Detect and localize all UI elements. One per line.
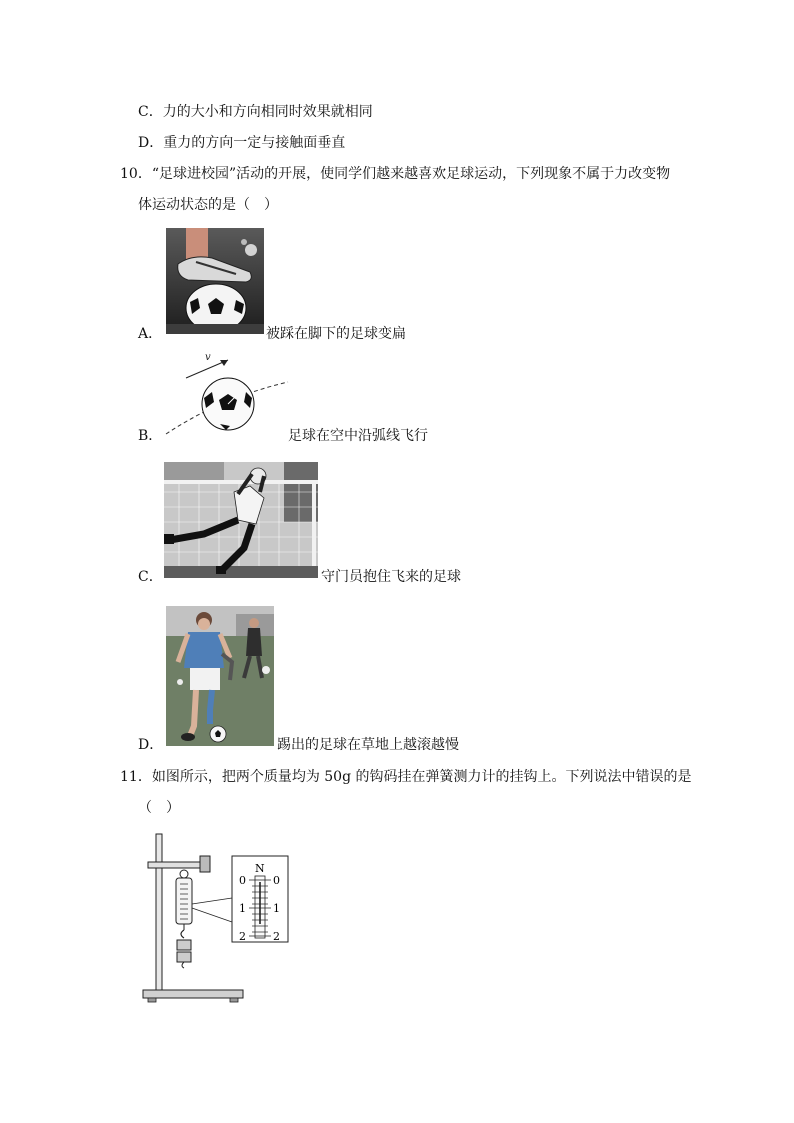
option-b-image	[160, 348, 290, 440]
spring-scale-diagram	[138, 828, 298, 1006]
option-c-letter: C．	[138, 569, 163, 585]
scale-right-tick-2: 2	[273, 930, 280, 943]
option-d-image	[166, 606, 274, 746]
option-b-letter: B．	[138, 428, 163, 444]
option-a-image	[166, 228, 264, 334]
option-d-prev: D．重力的方向一定与接触面垂直	[138, 135, 346, 151]
option-b-text: 足球在空中沿弧线飞行	[288, 428, 428, 444]
option-d-text: 踢出的足球在草地上越滚越慢	[277, 737, 459, 753]
velocity-label: v	[205, 352, 211, 363]
q10-stem-line2: 体运动状态的是（ ）	[138, 197, 278, 213]
option-c-prev: C．力的大小和方向相同时效果就相同	[138, 104, 373, 120]
option-a-letter: A．	[138, 326, 163, 342]
scale-right-tick-0: 0	[273, 874, 280, 887]
scale-unit: N	[255, 862, 265, 875]
scale-right-tick-1: 1	[273, 902, 280, 915]
option-c-image	[164, 462, 318, 578]
scale-left-tick-1: 1	[239, 902, 246, 915]
option-a-text: 被踩在脚下的足球变扁	[266, 326, 406, 342]
q11-stem-line2: （ ）	[138, 800, 180, 816]
q11-stem-line1: 11．如图所示，把两个质量均为 50g 的钩码挂在弹簧测力计的挂钩上。下列说法中错误的是	[120, 769, 692, 785]
option-c-text: 守门员抱住飞来的足球	[321, 569, 461, 585]
scale-left-tick-0: 0	[239, 874, 246, 887]
scale-left-tick-2: 2	[239, 930, 246, 943]
option-d-letter: D．	[138, 737, 164, 753]
q10-stem-line1: 10．“足球进校园”活动的开展，使同学们越来越喜欢足球运动，下列现象不属于力改变物	[120, 166, 671, 182]
